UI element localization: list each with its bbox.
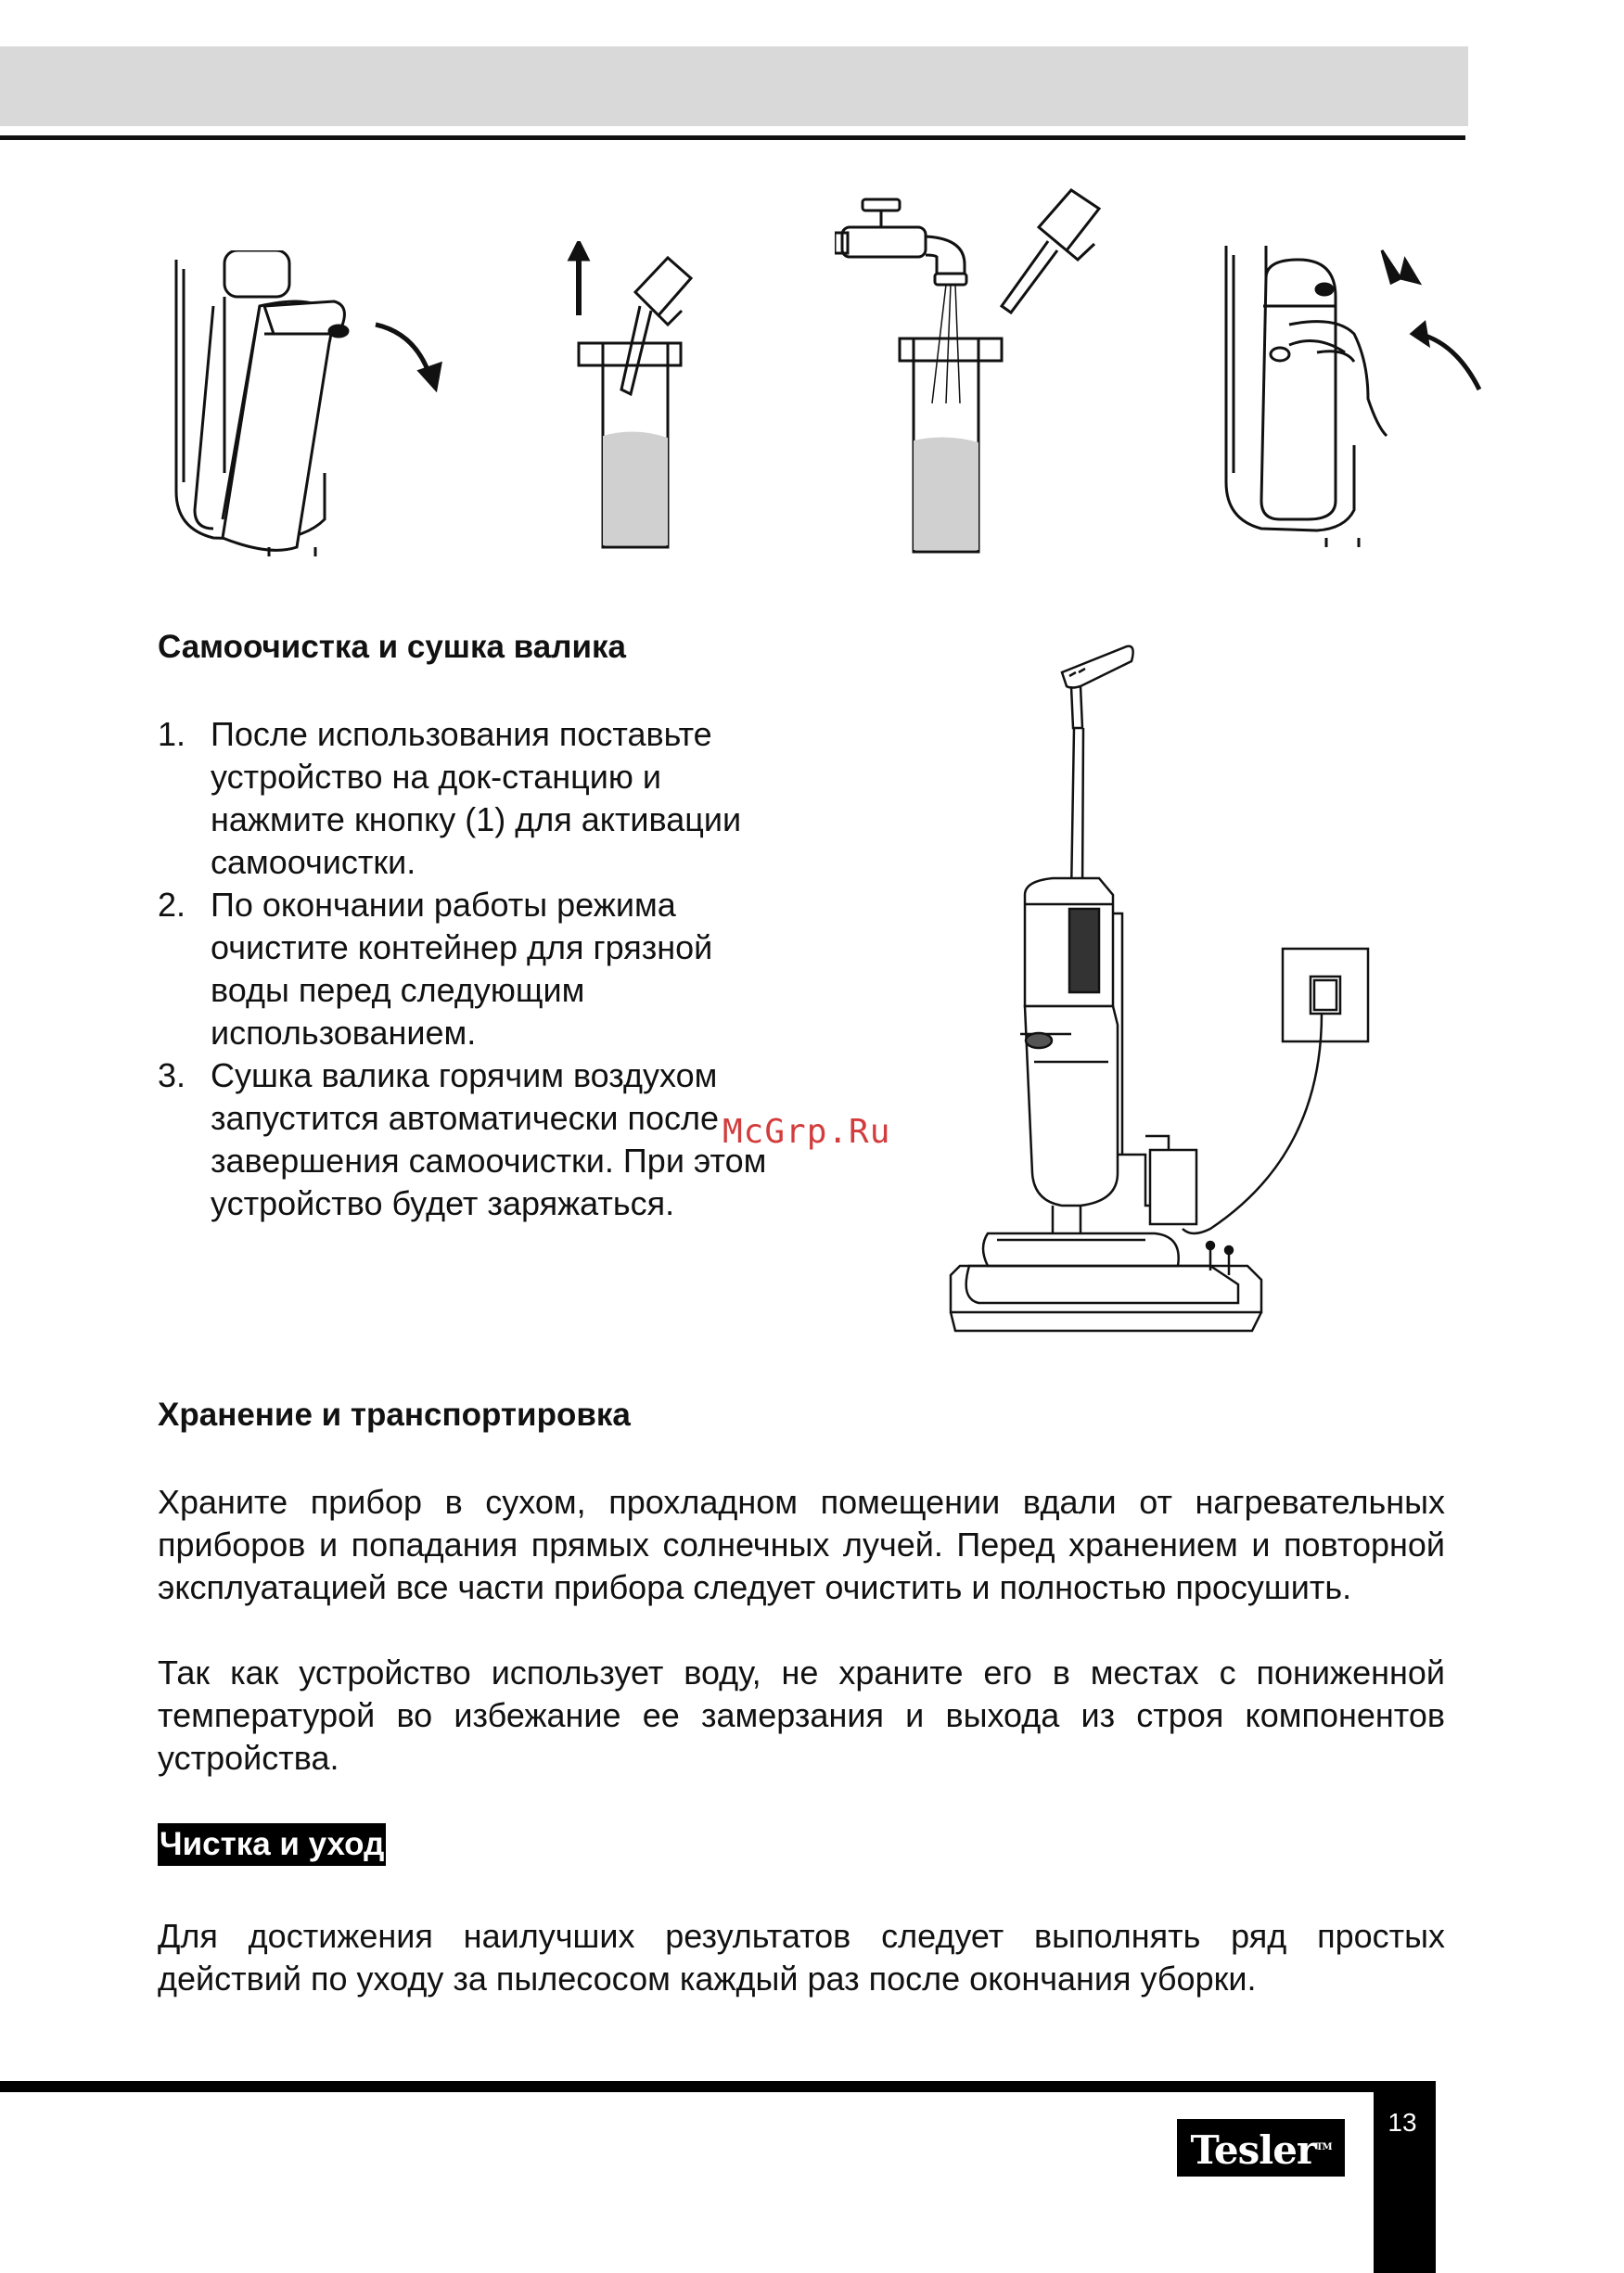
step-text: По окончании работы режима очистите контейнер для грязной воды перед следующим использованием. <box>211 886 713 1052</box>
illustration-rinse-filter <box>835 181 1122 556</box>
step-text: Сушка валика горячим воздухом запустится автоматически после завершения самоочистки. При этом устройство будет заряжаться. <box>211 1056 767 1222</box>
step-number: 1. <box>158 715 186 753</box>
step-number: 2. <box>158 886 186 924</box>
brand-logo-text: Tesler <box>1190 2127 1317 2173</box>
section-title-self-cleaning: Самоочистка и сушка валика <box>158 629 626 665</box>
step-text: После использования поставьте устройство на док-станцию и нажмите кнопку (1) для активации самоочистки. <box>211 715 742 881</box>
watermark: McGrp.Ru <box>722 1113 891 1151</box>
step-number: 3. <box>158 1056 186 1094</box>
illustration-install-tank <box>1206 241 1484 556</box>
page-number: 13 <box>1387 2108 1417 2137</box>
illustration-docking-station <box>932 635 1396 1359</box>
header-rule <box>0 135 1465 140</box>
section-title-storage: Хранение и транспортировка <box>158 1397 631 1433</box>
brand-logo: Tesler™ <box>1177 2119 1345 2177</box>
header-band <box>0 46 1468 126</box>
storage-paragraph-2: Так как устройство использует воду, не храните его в местах с пониженной температурой во избежание ее замерзания и выхода из строя компонентов устройства. <box>158 1654 1445 1777</box>
storage-paragraph-1: Храните прибор в сухом, прохладном помещении вдали от нагревательных приборов и попадания прямых солнечных лучей. Перед хранением и повторной эксплуатацией все части прибора следует очистить и полностью просушить. <box>158 1483 1445 1606</box>
list-item <box>158 713 788 884</box>
list-item <box>158 1054 788 1225</box>
illustration-lift-filter <box>566 241 705 556</box>
illustration-remove-tank <box>158 250 454 556</box>
footer-rule <box>0 2081 1436 2092</box>
section-title-care: Чистка и уход <box>158 1823 386 1866</box>
care-paragraph: Для достижения наилучших результатов следует выполнять ряд простых действий по уходу за пылесосом каждый раз после окончания уборки. <box>158 1917 1445 1998</box>
list-item <box>158 884 788 1054</box>
self-cleaning-steps <box>158 713 788 1225</box>
